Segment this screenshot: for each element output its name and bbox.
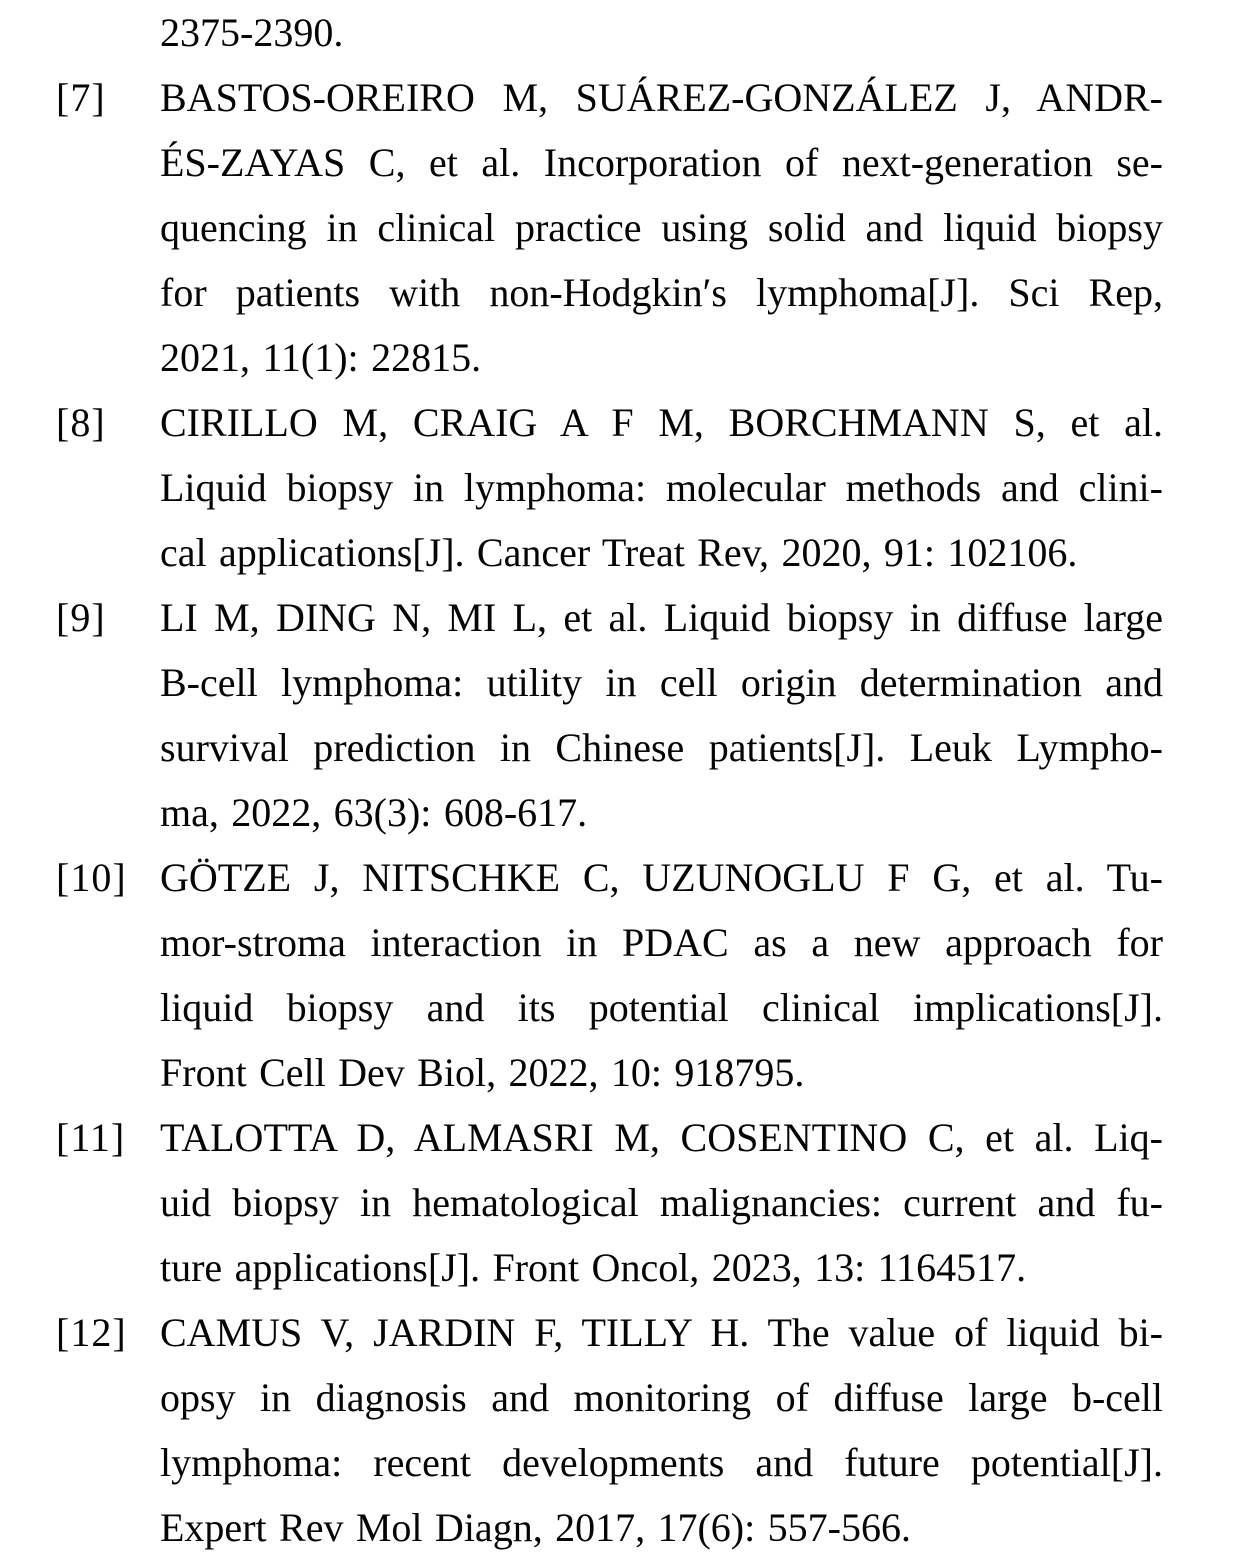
reference-line: cal applications[J]. Cancer Treat Rev, 2020, 91: 102106.	[160, 530, 1078, 575]
reference-line: for patients with non-Hodgkin′s lymphoma[J]. Sci Rep,	[160, 270, 1163, 315]
reference-line: mor-stroma interaction in PDAC as a new approach for	[160, 920, 1163, 965]
reference-line: uid biopsy in hematological malignancies: current and fu-	[160, 1180, 1163, 1225]
reference-line: CIRILLO M, CRAIG A F M, BORCHMANN S, et al.	[160, 400, 1163, 445]
reference-line: CAMUS V, JARDIN F, TILLY H. The value of liquid bi-	[160, 1310, 1163, 1355]
reference-line: liquid biopsy and its potential clinical implications[J].	[160, 985, 1163, 1030]
reference-entry-7	[0, 65, 1246, 390]
reference-entry-12	[0, 1300, 1246, 1560]
reference-line: 2021, 11(1): 22815.	[160, 335, 482, 380]
reference-line: GÖTZE J, NITSCHKE C, UZUNOGLU F G, et al. Tu-	[160, 855, 1163, 900]
reference-continuation	[0, 0, 1246, 65]
reference-number: [7]	[56, 75, 106, 120]
reference-line: survival prediction in Chinese patients[J]. Leuk Lympho-	[160, 725, 1163, 770]
reference-line: ma, 2022, 63(3): 608-617.	[160, 790, 588, 835]
reference-entry-8	[0, 390, 1246, 585]
reference-number: [11]	[56, 1115, 126, 1160]
reference-line: B-cell lymphoma: utility in cell origin determination and	[160, 660, 1163, 705]
reference-line: ÉS-ZAYAS C, et al. Incorporation of next-generation se-	[160, 140, 1163, 185]
reference-line: BASTOS-OREIRO M, SUÁREZ-GONZÁLEZ J, ANDR-	[160, 75, 1163, 120]
reference-line: Expert Rev Mol Diagn, 2017, 17(6): 557-566.	[160, 1505, 911, 1550]
reference-line: lymphoma: recent developments and future potential[J].	[160, 1440, 1163, 1485]
reference-line: Liquid biopsy in lymphoma: molecular methods and clini-	[160, 465, 1163, 510]
reference-entry-10	[0, 845, 1246, 1105]
reference-number: [10]	[56, 855, 127, 900]
reference-entry-11	[0, 1105, 1246, 1300]
reference-number: [8]	[56, 400, 106, 445]
reference-continuation-line: 2375-2390.	[160, 10, 344, 55]
reference-number: [9]	[56, 595, 106, 640]
reference-number: [12]	[56, 1310, 127, 1355]
reference-line: opsy in diagnosis and monitoring of diffuse large b-cell	[160, 1375, 1163, 1420]
reference-line: ture applications[J]. Front Oncol, 2023, 13: 1164517.	[160, 1245, 1027, 1290]
reference-entry-9	[0, 585, 1246, 845]
reference-line: quencing in clinical practice using solid and liquid biopsy	[160, 205, 1163, 250]
reference-line: LI M, DING N, MI L, et al. Liquid biopsy in diffuse large	[160, 595, 1163, 640]
reference-line: TALOTTA D, ALMASRI M, COSENTINO C, et al. Liq-	[160, 1115, 1163, 1160]
reference-line: Front Cell Dev Biol, 2022, 10: 918795.	[160, 1050, 805, 1095]
